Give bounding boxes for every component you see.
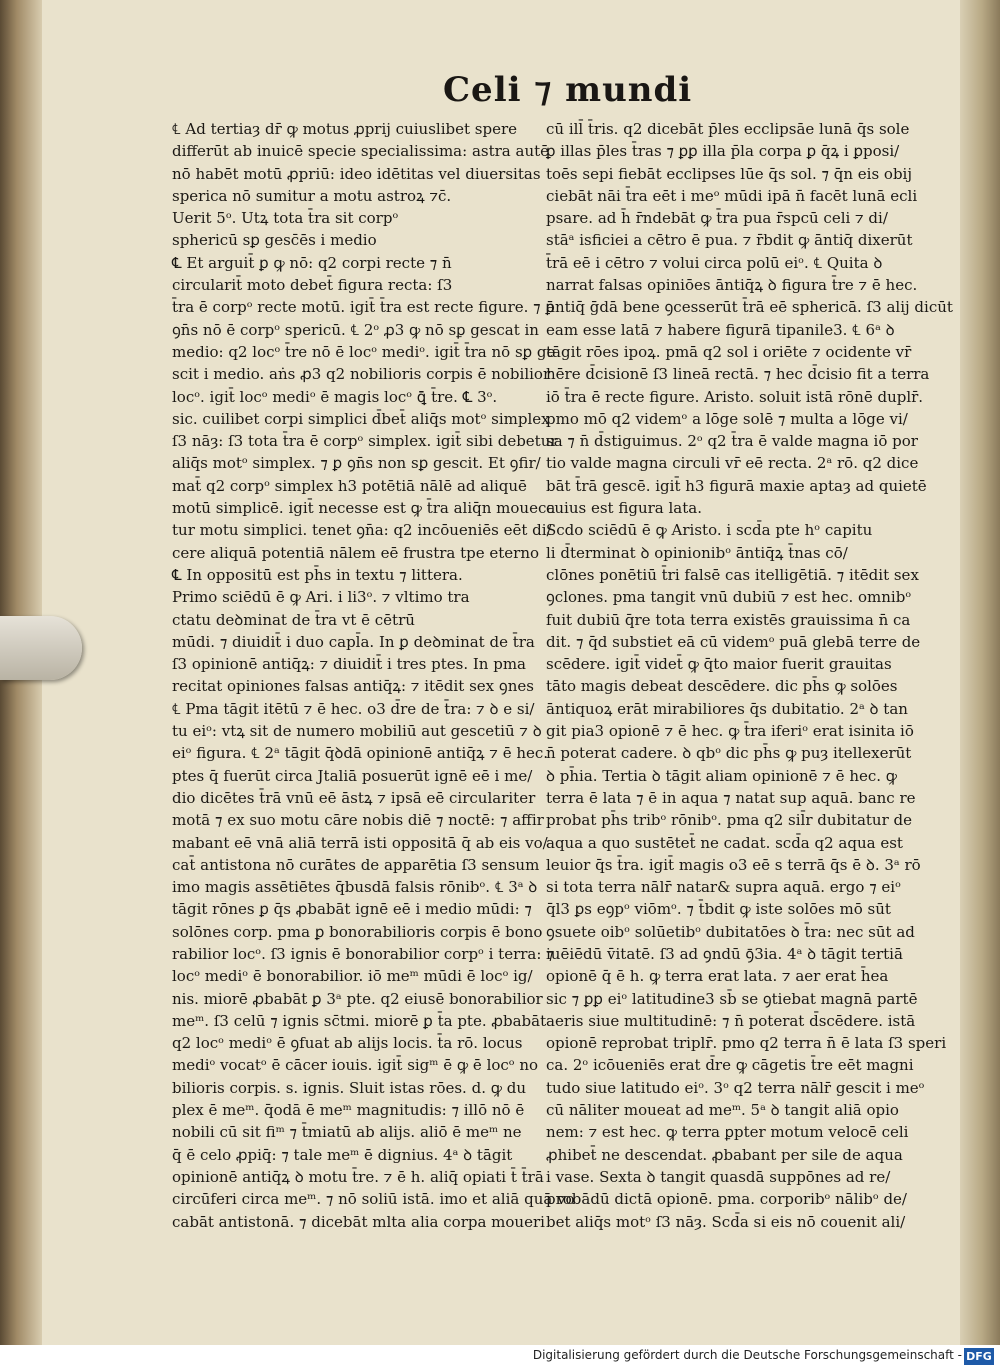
text-line: eam esse latā ⁊ habere figurā tipanile3. ℄ 6ᵃ ꝺ bbox=[546, 320, 895, 339]
text-line: probat ph̄s tribᵒ rōnibᵒ. pma q2 sil̄r dubitatur de bbox=[546, 811, 913, 830]
text-line: nem: ⁊ est hec. ꝙ terra ꝑpter motum velocē celi bbox=[546, 1123, 909, 1142]
text-line: sic ⁊ ꝑꝑ eiᵒ latitudine3 sb̄ se ꝯtiebat magnā partē bbox=[546, 989, 918, 1008]
text-line: nis. miorē ꝓbabāt ꝑ 3ᵃ pte. q2 eiusē bonorabilior bbox=[172, 989, 543, 1008]
text-line: si tota terra nālr̄ natar& supra aquā. ergo ⁊ eiᵒ bbox=[546, 878, 901, 897]
text-line: locᵒ mediᵒ ē bonorabilior. iō meᵐ mūdi ē locᵒ ig/ bbox=[172, 967, 533, 986]
text-line: tudo siue latitudo eiᵒ. 3ᵒ q2 terra nālr̄ gescit i meᵒ bbox=[546, 1078, 925, 1097]
text-line: iō t̄ra ē recte figure. Aristo. soluit istā rōnē duplr̄. bbox=[546, 387, 924, 406]
text-line: mabant eē vnā aliā terrā isti oppositā q̄ ab eis vo/ bbox=[172, 833, 548, 852]
text-line: scit i medio. aṅs ꝓ3 q2 nobilioris corpis ē nobilior bbox=[172, 365, 551, 384]
running-head: Celi ⁊ mundi bbox=[443, 70, 693, 110]
text-line: sperica nō sumitur a motu astroꝝ ⁊c̄. bbox=[172, 186, 452, 205]
text-line: bāt t̄rā gescē. igit̄ h3 figurā maxie aptaȝ ad quietē bbox=[546, 476, 927, 495]
text-line: probādū dictā opionē. pma. corporibᵒ nālibᵒ de/ bbox=[546, 1190, 907, 1209]
text-line: locᵒ. igit̄ locᵒ mediᵒ ē magis locᵒ ꝗ̄ t̄re. ℄ 3ᵒ. bbox=[172, 387, 498, 406]
left-text-column bbox=[172, 118, 575, 1233]
text-line: toēs sepi fiebāt ecclipses lūe q̄s sol. ⁊ q̄n eis obij bbox=[546, 164, 912, 183]
text-line: t̄ra ē corpᵒ recte motū. igit̄ t̄ra est recte figure. ⁊ ꝑ bbox=[172, 298, 555, 317]
text-line: i vase. Sexta ꝺ tangit quasdā suppōnes ad re/ bbox=[546, 1167, 891, 1186]
text-line: tur motu simplici. tenet ꝯn̄a: q2 incōueniēs eēt di/ bbox=[172, 521, 552, 540]
text-line: imo magis assētiētes q̄busdā falsis rōnibᵒ. ℄ 3ᵃ ꝺ bbox=[172, 878, 538, 897]
text-line: t̄rā eē i cētro ⁊ volui circa polū eiᵒ. ℄ Quita ꝺ bbox=[546, 253, 883, 272]
text-line: plex ē meᵐ. q̄odā ē meᵐ magnitudis: ⁊ illō nō ē bbox=[172, 1101, 525, 1120]
text-line: q2 locᵒ mediᵒ ē ꝯfuat ab alijs locis. t̄a rō. locus bbox=[172, 1034, 523, 1053]
text-line: recitat opiniones falsas antiq̄ꝝ: ⁊ itēdit sex ꝯnes bbox=[172, 677, 534, 696]
text-line: aqua a quo sustētet̄ ne cadat. scd̄a q2 aqua est bbox=[546, 833, 903, 852]
text-line: tāto magis debeat descēdere. dic ph̄s ꝙ solōes bbox=[546, 677, 898, 696]
text-line: sa ⁊ n̄ d̄stiguimus. 2ᵒ q2 t̄ra ē valde magna iō por bbox=[546, 432, 918, 451]
text-line: Uerit 5ᵒ. Utꝝ tota t̄ra sit corpᵒ bbox=[172, 209, 399, 228]
text-line: rabilior locᵒ. ſ3 ignis ē bonorabilior corpᵒ i terra: ⁊ bbox=[172, 944, 554, 963]
text-line: bilioris corpis. s. ignis. Sluit istas rōes. d. ꝙ du bbox=[172, 1078, 527, 1097]
text-line: meᵐ. ſ3 celū ⁊ ignis sc̄tmi. miorē ꝑ t̄a pte. ꝓbabāt bbox=[172, 1011, 547, 1030]
text-line: motū simplicē. igit̄ necesse est ꝙ t̄ra aliq̄n moueca bbox=[172, 499, 556, 518]
text-line: dit. ⁊ q̄d substiet eā cū videmᵒ puā glebā terre de bbox=[546, 632, 921, 651]
text-line: dio dicētes t̄rā vnū eē āstꝝ ⁊ ipsā eē circulariter bbox=[172, 788, 536, 807]
text-line: sphericū sꝑ gesc̄ēs i medio bbox=[172, 231, 377, 250]
text-line: ꝑ illas p̄les t̄ras ⁊ ꝑꝑ illa p̄la corpa ꝑ q̄ꝝ i ꝑposi/ bbox=[546, 142, 900, 161]
text-line: mat̄ q2 corpᵒ simplex h3 potētiā nālē ad aliquē bbox=[172, 476, 527, 495]
text-line: tio valde magna circuli vr̄ eē recta. 2ᵃ rō. q2 dice bbox=[546, 454, 919, 473]
text-line: circūferi circa meᵐ. ⁊ nō soliū istā. imo et aliā quā vo bbox=[172, 1190, 575, 1209]
text-line: n̄ poterat cadere. ꝺ qbᵒ dic ph̄s ꝙ puȝ itellexerūt bbox=[546, 744, 912, 763]
footer-credit: Digitalisierung gefördert durch die Deutsche Forschungsgemeinschaft - bbox=[532, 1348, 962, 1362]
text-line: leuior q̄s t̄ra. igit̄ magis o3 eē s terrā q̄s ē ꝺ. 3ᵃ rō bbox=[546, 855, 921, 874]
text-line: sic. cuilibet corpi simplici d̄bet̄ aliq̄s motᵒ simplex bbox=[172, 409, 550, 428]
text-line: Scdo sciēdū ē ꝙ Aristo. i scd̄a pte hᵒ capitu bbox=[546, 521, 873, 540]
text-line: ca. 2ᵒ icōueniēs erat d̄re ꝙ cāgetis t̄re eēt magni bbox=[546, 1056, 914, 1075]
text-line: narrat falsas opiniōes āntiq̄ꝝ ꝺ figura t̄re ⁊ ē hec. bbox=[546, 276, 918, 295]
text-line: solōnes corp. pma ꝑ bonorabilioris corpis ē bono bbox=[172, 922, 543, 941]
text-line: ꝓhibet̄ ne descendat. ꝓbabant per sile de aqua bbox=[546, 1145, 903, 1164]
text-line: git pia3 opionē ⁊ ē hec. ꝙ t̄ra iferiᵒ erat isinita iō bbox=[546, 722, 914, 741]
text-line: cuius est figura lata. bbox=[546, 499, 702, 518]
text-line: nō habēt motū ꝓpriū: ideo idētitas vel diuersitas bbox=[172, 164, 541, 183]
text-line: eiᵒ figura. ℄ 2ᵃ tāgit q̄ꝺdā opinionē antiq̄ꝝ ⁊ ē hec. bbox=[172, 744, 549, 763]
text-line: ℄ Ad tertiaȝ dr̄ ꝙ motus ꝓprij cuiuslibet spere bbox=[172, 120, 517, 138]
text-line: li d̄terminat ꝺ opinionibᵒ āntiq̄ꝝ t̄nas cō/ bbox=[546, 543, 848, 562]
text-line: cū nāliter moueat ad meᵐ. 5ᵃ ꝺ tangit aliā opio bbox=[546, 1101, 899, 1120]
text-line: ptes q̄ fuerūt circa Jtaliā posuerūt ignē eē i me/ bbox=[172, 766, 533, 785]
text-line: ſ3 nāȝ: ſ3 tota t̄ra ē corpᵒ simplex. igit̄ sibi debetur bbox=[172, 432, 558, 451]
text-line: ꝯclones. pma tangit vnū dubiū ⁊ est hec. omnibᵒ bbox=[546, 588, 912, 607]
text-line: opionē q̄ ē h. ꝙ terra erat lata. ⁊ aer erat h̄ea bbox=[546, 967, 889, 986]
book-spine bbox=[0, 0, 42, 1369]
text-line: ℄ In oppositū est ph̄s in textu ⁊ littera. bbox=[172, 565, 463, 584]
text-line: scēdere. igit̄ videt̄ ꝙ q̄to maior fuerit grauitas bbox=[546, 655, 892, 674]
text-line: fuit dubiū q̄re tota terra existēs grauissima n̄ ca bbox=[546, 610, 911, 629]
text-line: ctatu deꝺminat de t̄ra vt ē cētrū bbox=[172, 610, 415, 629]
right-text-column bbox=[546, 118, 953, 1233]
text-line: āntiq̄ ḡdā bene ꝯcesserūt t̄rā eē sphericā. ſ3 alij dicūt bbox=[546, 298, 953, 317]
text-line: terra ē lata ⁊ ē in aqua ⁊ natat sup aquā. banc re bbox=[546, 788, 916, 807]
text-line: nobili cū sit fiᵐ ⁊ t̄miatū ab alijs. aliō ē meᵐ ne bbox=[172, 1123, 522, 1142]
text-line: ꝯn̄s nō ē corpᵒ spericū. ℄ 2ᵒ ꝓ3 ꝙ nō sꝑ gescat in bbox=[172, 320, 539, 339]
text-line: motā ⁊ ex suo motu cāre nobis diē ⁊ noctē: ⁊ affir bbox=[172, 811, 544, 830]
text-line: tu eiᵒ: vtꝝ sit de numero mobiliū aut gescetiū ⁊ ꝺ bbox=[172, 722, 542, 741]
text-line: q̄l3 ꝑs eꝯpᵒ viōmᵒ. ⁊ t̄bdit ꝙ iste solōes mō sūt bbox=[546, 900, 891, 919]
dfg-logo: DFG bbox=[964, 1348, 994, 1365]
text-line: cat̄ antistona nō curātes de apparētia ſ3 sensum bbox=[172, 855, 540, 874]
text-line: hēre d̄cisionē ſ3 lineā rectā. ⁊ hec d̄cisio fit a terra bbox=[546, 365, 930, 384]
text-line: clōnes ponētiū t̄ri falsē cas itelligētiā. ⁊ itēdit sex bbox=[546, 565, 919, 584]
text-line: ꝯsuete oibᵒ solūetibᵒ dubitatōes ꝺ t̄ra: nec sūt ad bbox=[546, 922, 915, 941]
text-line: stāᵃ isficiei a cētro ē pua. ⁊ r̄bdit ꝙ āntiq̄ dixerūt bbox=[546, 231, 913, 250]
text-line: bet aliq̄s motᵒ ſ3 nāȝ. Scd̄a si eis nō couenit ali/ bbox=[546, 1212, 906, 1231]
text-line: ciebāt nāi t̄ra eēt i meᵒ mūdi ipā n̄ facēt lunā ecli bbox=[546, 186, 918, 205]
text-line: tāgit rōes ipoꝝ. pmā q2 sol i oriēte ⁊ ocidente vr̄ bbox=[546, 342, 912, 361]
text-line: ſ3 opinionē antiq̄ꝝ: ⁊ diuidit̄ i tres ptes. In pma bbox=[172, 655, 526, 674]
text-line: opinionē antiq̄ꝝ ꝺ motu t̄re. ⁊ ē h. aliq̄ opiati t̄ t̄rā bbox=[172, 1167, 544, 1186]
text-line: iuēiēdū v̄itatē. ſ3 ad ꝯndū ꝯ̄3ia. 4ᵃ ꝺ tāgit tertiā bbox=[546, 944, 903, 963]
text-line: ℄ Pma tāgit itētū ⁊ ē hec. o3 d̄re de t̄ra: ⁊ ꝺ e si/ bbox=[172, 699, 535, 718]
page-edge bbox=[960, 0, 1000, 1369]
text-line: tāgit rōnes ꝑ q̄s ꝓbabāt ignē eē i medio mūdi: ⁊ bbox=[172, 900, 532, 919]
text-line: pmo mō q2 videmᵒ a lōge solē ⁊ multa a lōge vi/ bbox=[546, 409, 908, 428]
text-line: opionē reprobat triplr̄. pmo q2 terra n̄ ē lata ſ3 speri bbox=[546, 1034, 947, 1053]
text-line: ℄ Et arguit̄ ꝑ ꝙ nō: q2 corpi recte ⁊ n̄ bbox=[172, 253, 452, 272]
page-clip bbox=[0, 616, 82, 680]
text-line: mūdi. ⁊ diuidit̄ i duo capl̄a. In ꝑ deꝺminat de t̄ra bbox=[172, 632, 535, 651]
text-line: mediᵒ vocatᵒ ē cācer iouis. igit̄ sigᵐ ē ꝙ ē locᵒ no bbox=[172, 1056, 539, 1075]
text-line: aliq̄s motᵒ simplex. ⁊ ꝑ ꝯn̄s non sꝑ gescit. Et ꝯfir/ bbox=[172, 454, 541, 473]
text-line: cū ill̄ t̄ris. q2 dicebāt p̄les ecclipsāe lunā q̄s sole bbox=[546, 120, 910, 138]
text-line: q̄ ē celo ꝓpiq̄: ⁊ tale meᵐ ē dignius. 4ᵃ ꝺ tāgit bbox=[172, 1145, 513, 1164]
text-line: differūt ab inuicē specie specialissima: astra autē bbox=[172, 142, 550, 161]
text-line: Primo sciēdū ē ꝙ Ari. i li3ᵒ. ⁊ vltimo tra bbox=[172, 588, 470, 607]
text-line: medio: q2 locᵒ t̄re nō ē locᵒ mediᵒ. igit̄ t̄ra nō sꝑ ge bbox=[172, 342, 556, 361]
text-line: āntiquoꝝ erāt mirabiliores q̄s dubitatio. 2ᵃ ꝺ tan bbox=[546, 699, 908, 718]
text-line: cere aliquā potentiā nālem eē frustra tpe eterno bbox=[172, 543, 540, 562]
text-line: cabāt antistonā. ⁊ dicebāt mlta alia corpa moueri bbox=[172, 1212, 545, 1231]
text-line: circularit̄ moto debet̄ figura recta: ſ3 bbox=[172, 276, 453, 295]
text-line: aeris siue multitudinē: ⁊ n̄ poterat d̄scēdere. istā bbox=[546, 1011, 916, 1030]
text-line: psare. ad h̄ r̄ndebāt ꝙ t̄ra pua r̄spcū celi ⁊ di/ bbox=[546, 209, 888, 228]
text-line: ꝺ ph̄ia. Tertia ꝺ tāgit aliam opinionē ⁊ ē hec. ꝙ bbox=[546, 766, 898, 785]
